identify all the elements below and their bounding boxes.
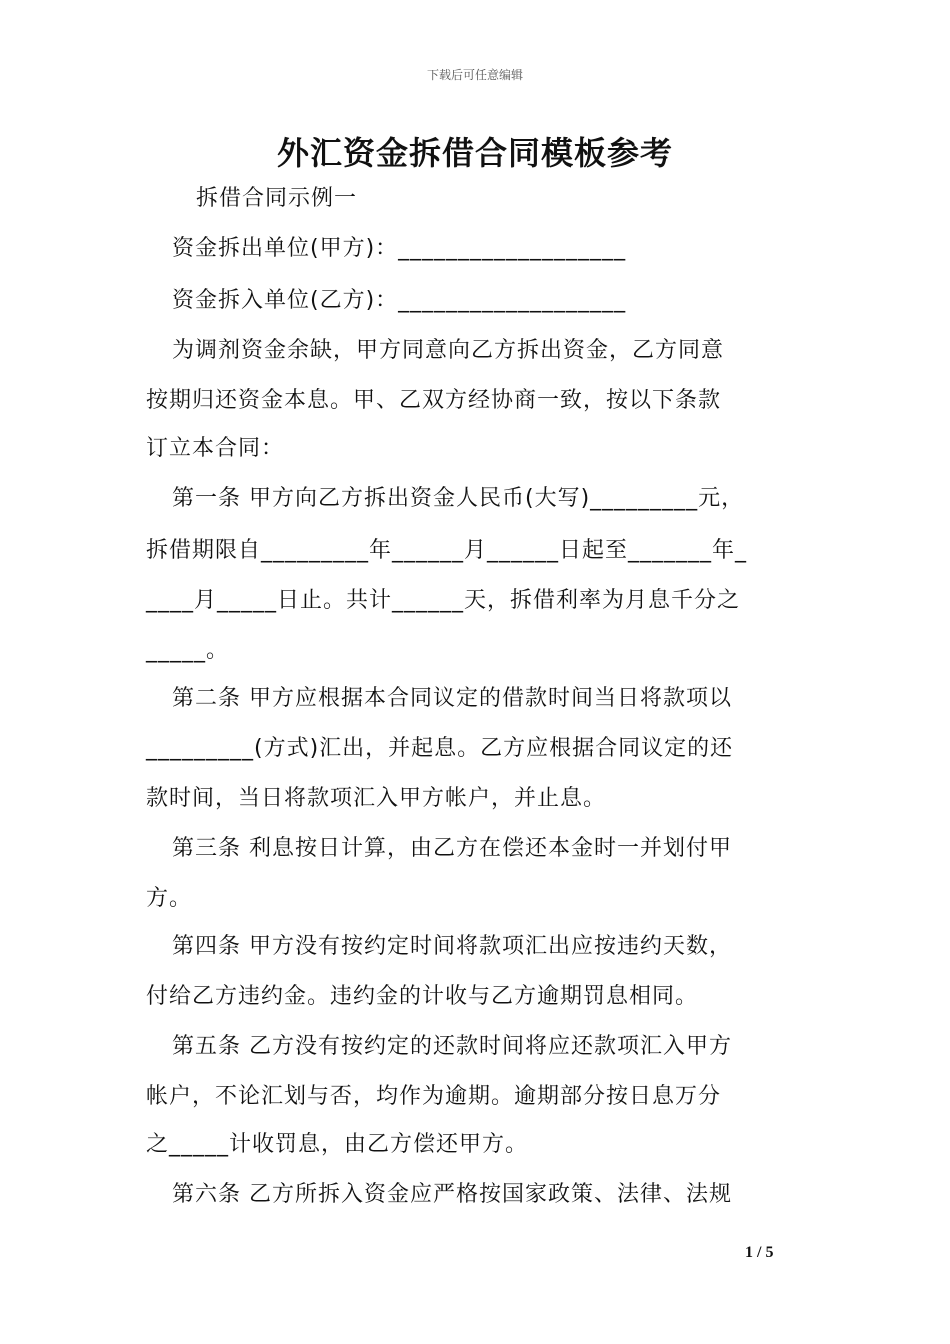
paragraph-line-7: 第一条 甲方向乙方拆出资金人民币(大写)_________元，	[172, 486, 745, 511]
paragraph-line-20: 之_____计收罚息，由乙方偿还甲方。	[146, 1132, 529, 1157]
paragraph-line-13: 款时间，当日将款项汇入甲方帐户，并止息。	[146, 786, 607, 811]
paragraph-line-16: 第四条 甲方没有按约定时间将款项汇出应按违约天数，	[172, 934, 732, 959]
paragraph-line-18: 第五条 乙方没有按约定的还款时间将应还款项汇入甲方	[172, 1034, 732, 1059]
paragraph-line-21: 第六条 乙方所拆入资金应严格按国家政策、法律、法规	[172, 1182, 732, 1207]
document-title: 外汇资金拆借合同模板参考	[276, 134, 673, 172]
paragraph-line-6: 订立本合同：	[146, 436, 285, 461]
paragraph-line-8: 拆借期限自_________年______月______日起至_______年_	[146, 538, 748, 563]
paragraph-line-19: 帐户，不论汇划与否，均作为逾期。逾期部分按日息万分	[146, 1084, 722, 1109]
header-note: 下载后可任意编辑	[426, 68, 523, 82]
paragraph-line-4: 为调剂资金余缺，甲方同意向乙方拆出资金，乙方同意	[172, 338, 725, 363]
paragraph-line-17: 付给乙方违约金。违约金的计收与乙方逾期罚息相同。	[146, 984, 699, 1009]
paragraph-line-11: 第二条 甲方应根据本合同议定的借款时间当日将款项以	[172, 686, 732, 711]
paragraph-line-9: ____月_____日止。共计______天，拆借利率为月息千分之	[146, 588, 741, 613]
paragraph-line-14: 第三条 利息按日计算，由乙方在偿还本金时一并划付甲	[172, 836, 732, 861]
paragraph-line-3: 资金拆入单位(乙方)：___________________	[172, 288, 627, 313]
paragraph-line-12: _________(方式)汇出，并起息。乙方应根据合同议定的还	[146, 736, 734, 761]
page-number: 1 / 5	[745, 1244, 774, 1261]
paragraph-line-2: 资金拆出单位(甲方)：___________________	[172, 236, 627, 261]
paragraph-line-10: _____。	[146, 638, 230, 663]
paragraph-line-15: 方。	[146, 886, 193, 911]
paragraph-line-1: 拆借合同示例一	[196, 186, 358, 211]
paragraph-line-5: 按期归还资金本息。甲、乙双方经协商一致，按以下条款	[146, 388, 722, 413]
